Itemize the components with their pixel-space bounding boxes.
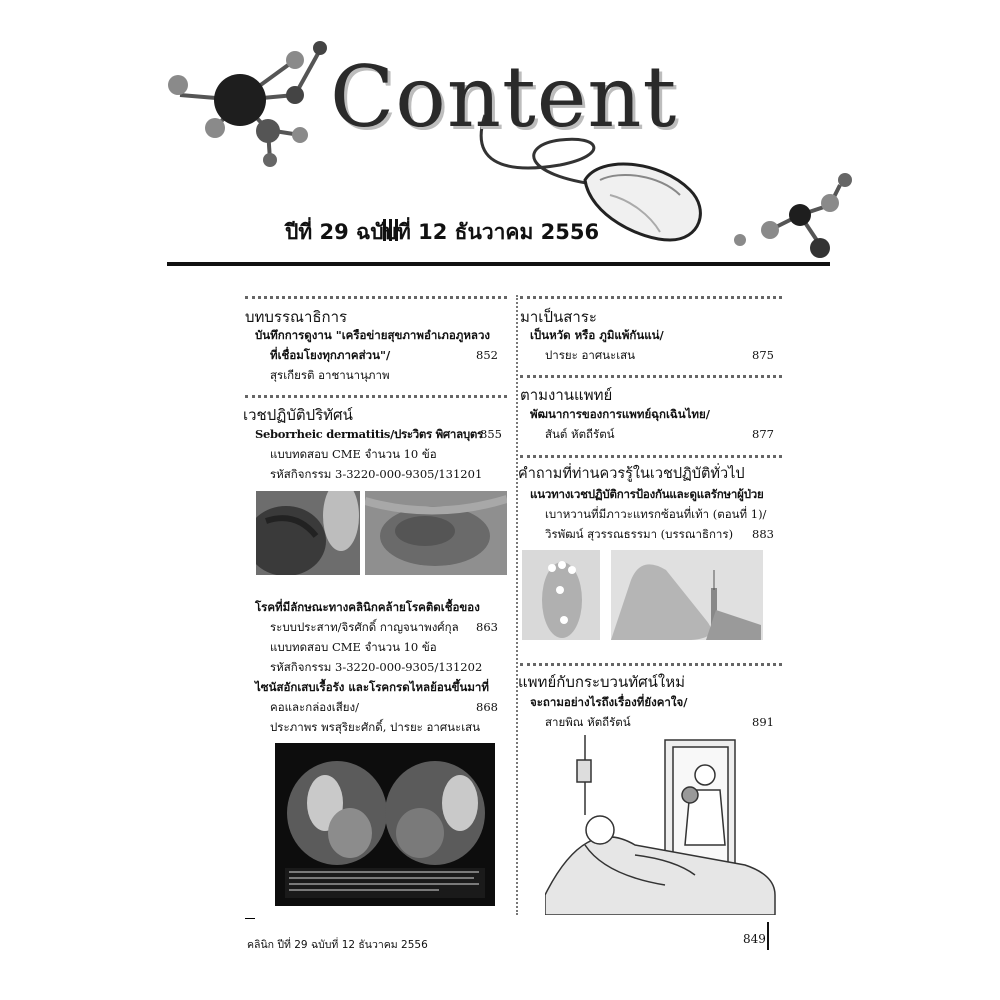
s3-article-title-line-2: เบาหวานที่มีภาวะแทรกซ้อนที่เท้า (ตอนที่ 1)/ bbox=[545, 507, 767, 521]
computer-mouse-icon bbox=[585, 164, 700, 240]
s2-article-author: สันต์ หัตถีรัตน์ bbox=[545, 427, 615, 441]
s1-article-author: ปารยะ อาศนะเสน bbox=[545, 348, 636, 362]
endoscopy-photo bbox=[275, 743, 495, 906]
section-heading-editorial: บทบรรณาธิการ bbox=[245, 308, 348, 326]
article-neuro-cme: แบบทดสอบ CME จำนวน 10 ข้อ bbox=[270, 640, 437, 654]
editorial-page-number: 852 bbox=[476, 348, 498, 362]
section-divider bbox=[245, 395, 507, 398]
section-divider bbox=[520, 455, 782, 458]
section-divider bbox=[245, 296, 507, 299]
folio-bar bbox=[767, 922, 769, 950]
skin-photo-scalp bbox=[256, 491, 360, 575]
section-heading-s4: แพทย์กับกระบวนทัศน์ใหม่ bbox=[518, 673, 685, 691]
s4-article-title[interactable]: จะถามอย่างไรถึงเรื่องที่ยังคาใจ/ bbox=[530, 695, 688, 709]
article-sinus-page: 868 bbox=[476, 700, 498, 714]
section-heading-practice: เวชปฏิบัติปริทัศน์ bbox=[243, 406, 353, 424]
footer-text: คลินิก ปีที่ 29 ฉบับที่ 12 ธันวาคม 2556 bbox=[247, 939, 428, 951]
article-seborrheic-page: 855 bbox=[480, 427, 502, 441]
article-sinus-title-line-2: คอและกล่องเสียง/ bbox=[270, 700, 359, 714]
header-rule bbox=[167, 262, 830, 266]
s4-article-author: สายพิณ หัตถีรัตน์ bbox=[545, 715, 631, 729]
issue-info bbox=[285, 216, 599, 249]
section-divider bbox=[520, 375, 782, 378]
footer-rule bbox=[245, 918, 255, 919]
s2-article-page: 877 bbox=[752, 427, 774, 441]
editorial-title-line-1[interactable]: บันทึกการดูงาน "เครือข่ายสุขภาพอำเภอภูหลวง bbox=[255, 328, 491, 342]
s3-article-page: 883 bbox=[752, 527, 774, 541]
hospital-sketch-illustration bbox=[545, 735, 785, 915]
section-heading-s2: ตามงานแพทย์ bbox=[520, 386, 613, 404]
article-neuro-page: 863 bbox=[476, 620, 498, 634]
s2-article-title[interactable]: พัฒนาการของการแพทย์ฉุกเฉินไทย/ bbox=[530, 407, 710, 421]
s1-article-page: 875 bbox=[752, 348, 774, 362]
s4-article-page: 891 bbox=[752, 715, 774, 729]
section-heading-s3: คำถามที่ท่านควรรู้ในเวชปฏิบัติทั่วไป bbox=[518, 466, 745, 482]
issue-text: ปีที่ 29 ฉบับที่ 12 ธันวาคม 2556 bbox=[285, 220, 600, 244]
article-sinus-author: ประภาพร พรสุริยะศักดิ์, ปารยะ อาศนะเสน bbox=[270, 720, 481, 734]
article-seborrheic-cme: แบบทดสอบ CME จำนวน 10 ข้อ bbox=[270, 447, 437, 461]
editorial-title-line-2[interactable]: ที่เชื่อมโยงทุกภาคส่วน"/ bbox=[270, 348, 391, 362]
section-divider bbox=[520, 663, 782, 666]
foot-photo-monofilament bbox=[611, 550, 763, 640]
foot-photo-sole bbox=[522, 550, 600, 640]
skin-photo-chest bbox=[365, 491, 507, 575]
column-divider bbox=[516, 295, 518, 915]
molecule-left-nodes bbox=[168, 41, 327, 167]
page-title: Content bbox=[330, 48, 678, 146]
article-seborrheic-title[interactable]: Seborrheic dermatitis/ประวิตร พิศาลบุตร bbox=[255, 427, 483, 441]
section-divider bbox=[520, 296, 782, 299]
s3-article-author: วิรพัฒน์ สุวรรณธรรมา (บรรณาธิการ) bbox=[545, 527, 734, 541]
editorial-author: สุรเกียรติ อาชานานุภาพ bbox=[270, 368, 390, 382]
article-neuro-title-line-1[interactable]: โรคที่มีลักษณะทางคลินิกคล้ายโรคติดเชื้อของ bbox=[255, 600, 480, 614]
article-neuro-code: รหัสกิจกรรม 3-3220-000-9305/131202 bbox=[270, 660, 483, 674]
article-neuro-title-line-2: ระบบประสาท/จิรศักดิ์ กาญจนาพงศ์กุล bbox=[270, 620, 459, 634]
molecule-right-icon bbox=[734, 173, 852, 258]
page-number: 849 bbox=[743, 932, 766, 946]
section-heading-s1: มาเป็นสาระ bbox=[520, 308, 597, 326]
article-sinus-title-line-1[interactable]: ไซนัสอักเสบเรื้อรัง และโรคกรดไหลย้อนขึ้นมาที่ bbox=[255, 680, 489, 694]
article-seborrheic-code: รหัสกิจกรรม 3-3220-000-9305/131201 bbox=[270, 467, 483, 481]
s1-article-title[interactable]: เป็นหวัด หรือ ภูมิแพ้กันแน่/ bbox=[530, 328, 664, 342]
s3-article-title-line-1[interactable]: แนวทางเวชปฏิบัติการป้องกันและดูแลรักษาผู้ป่วย bbox=[530, 487, 764, 501]
